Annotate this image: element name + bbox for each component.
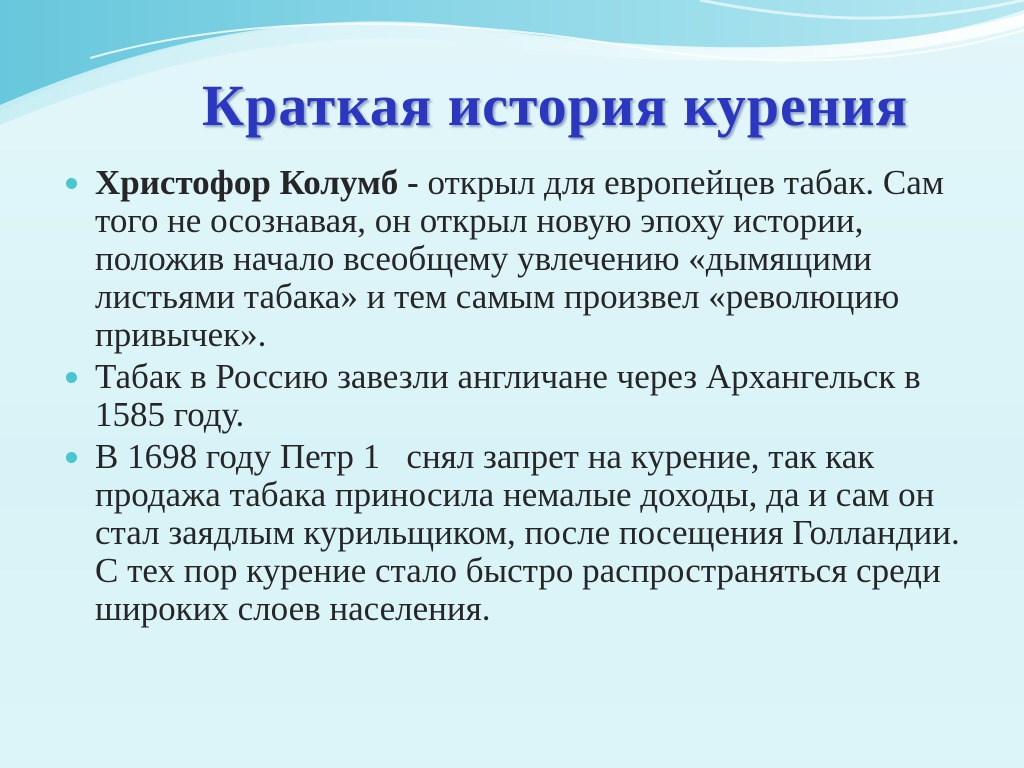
bullet-text: открыл для европейцев табак. Сам того не осознавая, он открыл новую эпоху истории, положив начало всеобщему увлечению «дымящими листьями табака» и тем самым произвел «революцию привычек». bbox=[95, 163, 944, 354]
slide-title: Краткая история курения bbox=[202, 73, 908, 138]
bullet-text: В 1698 году Петр 1 снял запрет на курение, так как продажа табака приносила немалые доходы, да и сам он стал заядлым курильщиком, после посещения Голландии. С тех пор курение стало быстро распространяться среди широких слоев населения. bbox=[95, 437, 969, 628]
list-item bbox=[66, 438, 976, 628]
list-item bbox=[66, 164, 976, 354]
bullet-dot-icon bbox=[66, 178, 77, 189]
bullet-text: Табак в Россию завезли англичане через Архангельск в 1585 году. bbox=[95, 357, 921, 434]
slide-content bbox=[66, 164, 976, 632]
list-item bbox=[66, 358, 976, 434]
bullet-dot-icon bbox=[66, 372, 77, 383]
bullet-dot-icon bbox=[66, 452, 77, 463]
bullet-list bbox=[66, 164, 976, 628]
bullet-bold-text: Христофор Колумб - bbox=[95, 163, 428, 202]
